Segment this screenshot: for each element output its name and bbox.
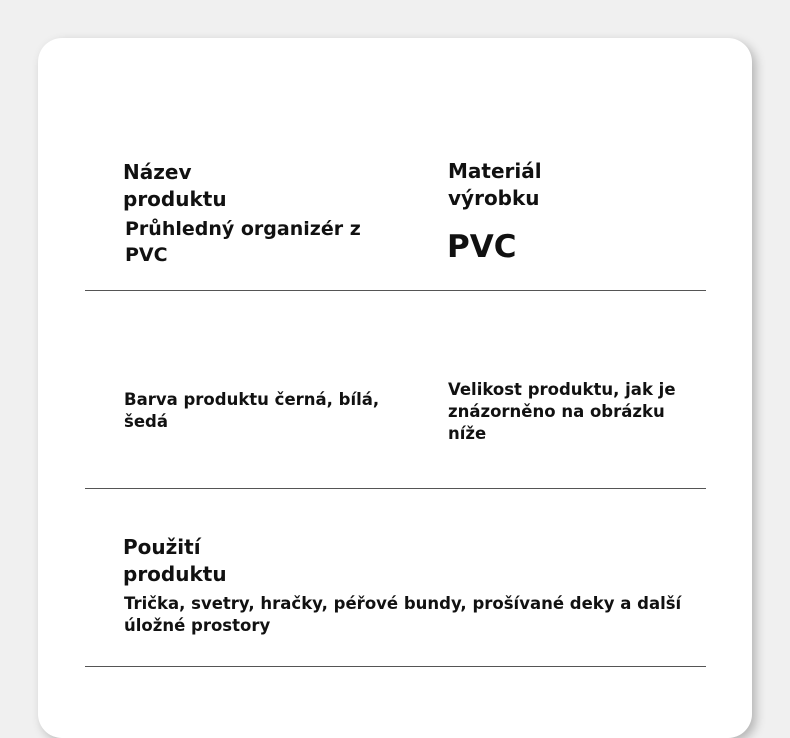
divider [85,488,706,489]
material-value: PVC [447,229,517,265]
divider [85,290,706,291]
material-label: Materiál výrobku [448,159,542,210]
color-value: Barva produktu černá, bílá, šedá [124,390,380,431]
product-name-value: Průhledný organizér z PVC [125,218,361,266]
usage-label: Použití produktu [123,535,227,586]
divider [85,666,706,667]
product-name-label: Název produktu [123,160,227,211]
size-value: Velikost produktu, jak je znázorněno na obrázku níže [448,380,676,443]
usage-value: Trička, svetry, hračky, péřové bundy, prošívané deky a další úložné prostory [124,594,682,635]
